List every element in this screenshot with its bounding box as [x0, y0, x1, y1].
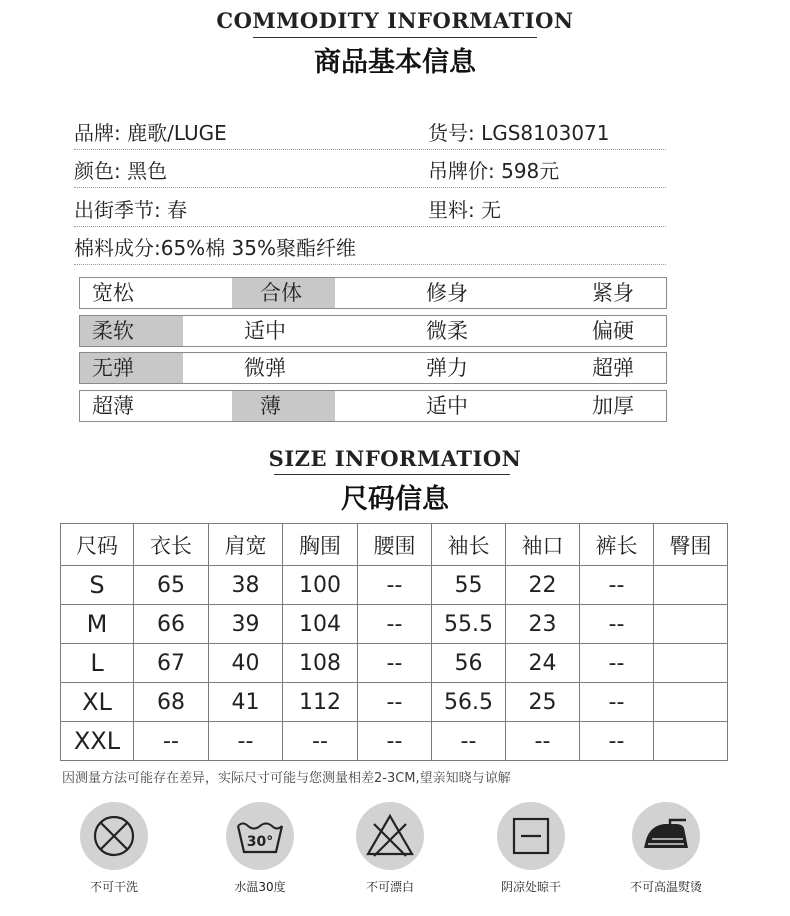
care-label: 不可干洗 [89, 880, 138, 894]
table-cell [654, 644, 728, 683]
attribute-option: 宽松 [92, 281, 134, 305]
care-item [611, 802, 721, 895]
attribute-option: 薄 [260, 394, 281, 418]
table-row [61, 566, 728, 605]
attribute-option: 超弹 [592, 356, 634, 380]
attribute-row [79, 315, 667, 347]
brand-text: 品牌: 鹿歌/LUGE [74, 121, 227, 145]
measurement-note: 因测量方法可能存在差异，实际尺寸可能与您测量相差2-3CM,望亲知晓与谅解 [62, 771, 511, 786]
table-header-cell: 胸围 [283, 524, 358, 566]
attribute-option: 超薄 [92, 394, 134, 418]
attribute-option: 合体 [260, 281, 302, 305]
table-cell: -- [580, 722, 654, 761]
table-cell: 41 [209, 683, 283, 722]
table-cell: 24 [506, 644, 580, 683]
care-item [476, 802, 586, 895]
info-row [74, 150, 666, 188]
table-cell: 55.5 [432, 605, 506, 644]
attribute-option: 紧身 [592, 281, 634, 305]
table-cell: 67 [134, 644, 209, 683]
table-header-cell: 裤长 [580, 524, 654, 566]
attribute-option: 柔软 [92, 319, 134, 343]
table-cell: 22 [506, 566, 580, 605]
table-cell: -- [358, 644, 432, 683]
table-cell: -- [358, 605, 432, 644]
care-item [335, 802, 445, 895]
dry-in-shade-icon [497, 802, 565, 870]
size-label-cell: XXL [61, 722, 134, 761]
table-cell: 68 [134, 683, 209, 722]
commodity-title-rule [253, 37, 537, 38]
care-item [205, 802, 315, 895]
table-cell: 65 [134, 566, 209, 605]
item-number-text: 货号: LGS8103071 [428, 121, 610, 145]
table-cell: 56 [432, 644, 506, 683]
table-cell: 39 [209, 605, 283, 644]
tag-price-text: 吊牌价: 598元 [428, 159, 560, 183]
table-header-cell: 袖长 [432, 524, 506, 566]
wash-temp-text: 30° [246, 834, 274, 850]
table-row [61, 722, 728, 761]
no-tumble-wash-icon [80, 802, 148, 870]
table-cell [654, 566, 728, 605]
table-row [61, 605, 728, 644]
table-cell: -- [580, 566, 654, 605]
attribute-row [79, 390, 667, 422]
table-cell: 100 [283, 566, 358, 605]
table-cell [654, 683, 728, 722]
table-cell: 112 [283, 683, 358, 722]
size-label-cell: L [61, 644, 134, 683]
attribute-option: 加厚 [592, 394, 634, 418]
size-label-cell: XL [61, 683, 134, 722]
care-label: 水温30度 [234, 880, 286, 894]
attribute-option: 弹力 [426, 356, 468, 380]
table-header-cell: 肩宽 [209, 524, 283, 566]
table-cell: -- [358, 722, 432, 761]
no-bleach-icon [356, 802, 424, 870]
attribute-option: 适中 [426, 394, 468, 418]
care-label: 不可漂白 [365, 880, 414, 894]
attribute-option: 修身 [426, 281, 468, 305]
table-cell: 66 [134, 605, 209, 644]
table-header-cell: 袖口 [506, 524, 580, 566]
attribute-option: 无弹 [92, 356, 134, 380]
table-cell: 108 [283, 644, 358, 683]
table-cell: -- [580, 644, 654, 683]
attribute-option: 适中 [244, 319, 286, 343]
table-cell: -- [283, 722, 358, 761]
color-text: 颜色: 黑色 [74, 159, 168, 183]
table-cell: -- [506, 722, 580, 761]
attribute-option: 偏硬 [592, 319, 634, 343]
table-header-cell: 臀围 [654, 524, 728, 566]
size-title-en: SIZE INFORMATION [268, 446, 522, 471]
table-header-row [61, 524, 728, 566]
info-row [74, 112, 666, 150]
table-cell: -- [580, 683, 654, 722]
attribute-option: 微弹 [244, 356, 286, 380]
table-cell: 38 [209, 566, 283, 605]
table-row [61, 683, 728, 722]
size-label-cell: M [61, 605, 134, 644]
size-title-cn: 尺码信息 [341, 484, 449, 515]
table-cell: -- [358, 566, 432, 605]
fabric-composition-text: 棉料成分:65%棉 35%聚酯纤维 [74, 236, 357, 260]
low-iron-icon [632, 802, 700, 870]
table-cell: 55 [432, 566, 506, 605]
table-cell: 25 [506, 683, 580, 722]
care-label: 阴凉处晾干 [500, 880, 561, 894]
wash-30-icon [226, 802, 294, 870]
lining-text: 里料: 无 [428, 198, 502, 222]
table-cell [654, 722, 728, 761]
attribute-row [79, 277, 667, 309]
attribute-highlight [232, 391, 335, 421]
table-cell: 56.5 [432, 683, 506, 722]
table-cell: -- [432, 722, 506, 761]
table-cell: 40 [209, 644, 283, 683]
size-title-rule [274, 474, 510, 475]
info-row [74, 227, 666, 265]
table-header-cell: 腰围 [358, 524, 432, 566]
commodity-title-en: COMMODITY INFORMATION [216, 8, 574, 33]
table-cell [654, 605, 728, 644]
table-header-cell: 衣长 [134, 524, 209, 566]
attribute-option: 微柔 [426, 319, 468, 343]
size-table [60, 523, 728, 761]
size-label-cell: S [61, 566, 134, 605]
table-cell: -- [134, 722, 209, 761]
attribute-row [79, 352, 667, 384]
season-text: 出街季节: 春 [74, 198, 188, 222]
care-label: 不可高温熨烫 [629, 880, 702, 894]
table-header-cell: 尺码 [61, 524, 134, 566]
table-cell: 23 [506, 605, 580, 644]
info-row [74, 189, 666, 227]
table-cell: 104 [283, 605, 358, 644]
table-row [61, 644, 728, 683]
table-cell: -- [580, 605, 654, 644]
care-item [59, 802, 169, 895]
table-cell: -- [358, 683, 432, 722]
table-cell: -- [209, 722, 283, 761]
commodity-title-cn: 商品基本信息 [314, 47, 476, 78]
